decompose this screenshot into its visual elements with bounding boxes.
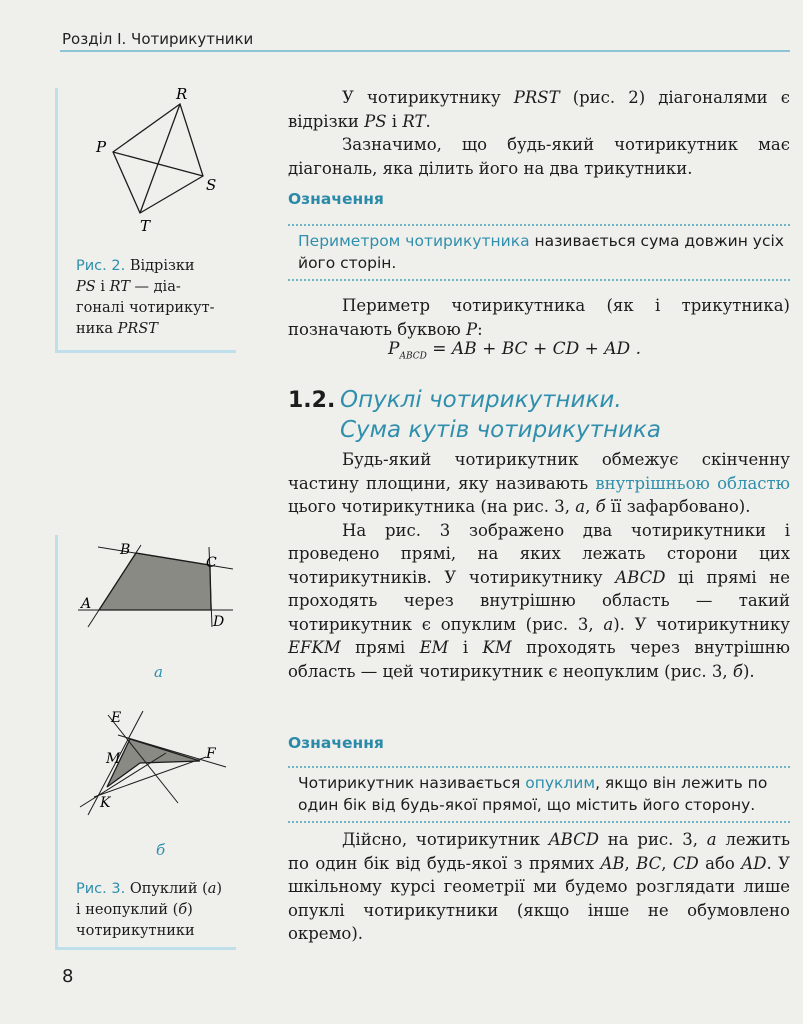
definition-convex: Чотирикутник називається опуклим, якщо він лежить по один бік від будь-якої прямої, що містить його сторону.: [288, 766, 790, 823]
label-s: S: [206, 176, 217, 194]
figure-3a-diagram: [58, 535, 233, 635]
figure-3a-sublabel: а: [154, 663, 163, 681]
chapter-header: Розділ I. Чотирикутники: [62, 30, 254, 48]
label-e: E: [111, 710, 122, 726]
label-b: B: [120, 542, 131, 558]
paragraph-convex-course: Дійсно, чотирикутник ABCD на рис. 3, а лежить по один бік від будь-якої з прямих AB, BC, CD або AD. У шкільному курсі геометрії ми будемо розглядати лише опуклі чотирикутники (якщо інше не обумовлено окремо).: [288, 830, 791, 943]
figure-3b-diagram: [58, 695, 233, 825]
definition-title-perimeter: Означення: [288, 190, 384, 208]
page-number: 8: [62, 966, 74, 987]
paragraph-figure3: На рис. 3 зображено два чотирикутники і проведено прямі, на яких лежать сторони цих чотирикутників. У чотирикутнику ABCD ці прямі не проходять через внутрішню область — такий чотирикутник є опуклим (рис. 3, а). У чотирикутнику EFKM прямі EM і KM проходять через внутрішню область — цей чотирикутник є неопуклим (рис. 3, б).: [288, 520, 790, 681]
label-c: C: [206, 555, 217, 571]
paragraph-interior: Будь-який чотирикутник обмежує скінченну частину площини, яку називають внутрішньою областю цього чотирикутника (на рис. 3, а, б її зафарбовано). На рис. 3 зображено два чотирикутники і проведено прямі, на яких лежать сторони цих чотирикутників. У чотирикутнику ABCD ці прямі не проходять через внутрішню область — такий чотирикутник є опуклим (рис. 3, а). У чотирикутнику EFKM прямі EM і KM проходять через внутрішню область — цей чотирикутник є неопуклим (рис. 3, б).: [288, 448, 790, 683]
paragraph-diagonals: У чотирикутнику PRST (рис. 2) діагоналями є відрізки PS і RT. Зазначимо, що будь-який чотирикутник має діагональ, яка ділить його на два трикутники.: [288, 86, 790, 180]
diagonal-rt: [140, 104, 180, 213]
label-d: D: [213, 614, 225, 630]
header-rule: [60, 50, 790, 52]
figure-3-panel: [55, 535, 236, 950]
figure-2-caption: Рис. 2. Відрізки PS і RT — діа- гоналі чотирикут- ника PRST: [76, 258, 215, 337]
nonconvex-quad-fill: [107, 739, 200, 787]
term-interior-region: внутрішньою областю: [595, 473, 791, 493]
figure-3-caption: Рис. 3. Опуклий (а) і неопуклий (б) чотирикутники: [76, 881, 223, 939]
quad-prst: [113, 104, 203, 213]
label-p: P: [96, 138, 107, 156]
label-k: K: [100, 795, 111, 811]
convex-quad-fill: [99, 553, 211, 610]
label-r: R: [176, 88, 188, 103]
figure-2-panel: [55, 88, 236, 353]
section-number: 1.2.: [288, 388, 336, 413]
paragraph-perimeter-notation: Периметр чотирикутника (як і трикутника) позначають буквою P:: [288, 296, 790, 339]
figure-2-diagram: [58, 88, 233, 246]
term-perimeter: Периметром чотирикутника: [298, 232, 530, 250]
section-title: Опуклі чотирикутники. Сума кутів чотирикутника: [340, 387, 662, 443]
perimeter-formula: $P_{ABCD}$ = AB + BC + CD + AD .: [388, 339, 641, 362]
label-t: T: [140, 217, 151, 235]
term-convex: опуклим: [525, 774, 596, 792]
definition-title-convex: Означення: [288, 734, 384, 752]
definition-perimeter: Периметром чотирикутника називається сума довжин усіх його сторін.: [288, 224, 790, 281]
label-a: A: [81, 596, 92, 612]
label-f: F: [206, 746, 216, 762]
paragraph-diagonal-divides: Зазначимо, що будь-який чотирикутник має діагональ, яка ділить його на два трикутники.: [288, 135, 790, 178]
label-m: M: [106, 751, 121, 767]
figure-3b-sublabel: б: [156, 841, 166, 859]
